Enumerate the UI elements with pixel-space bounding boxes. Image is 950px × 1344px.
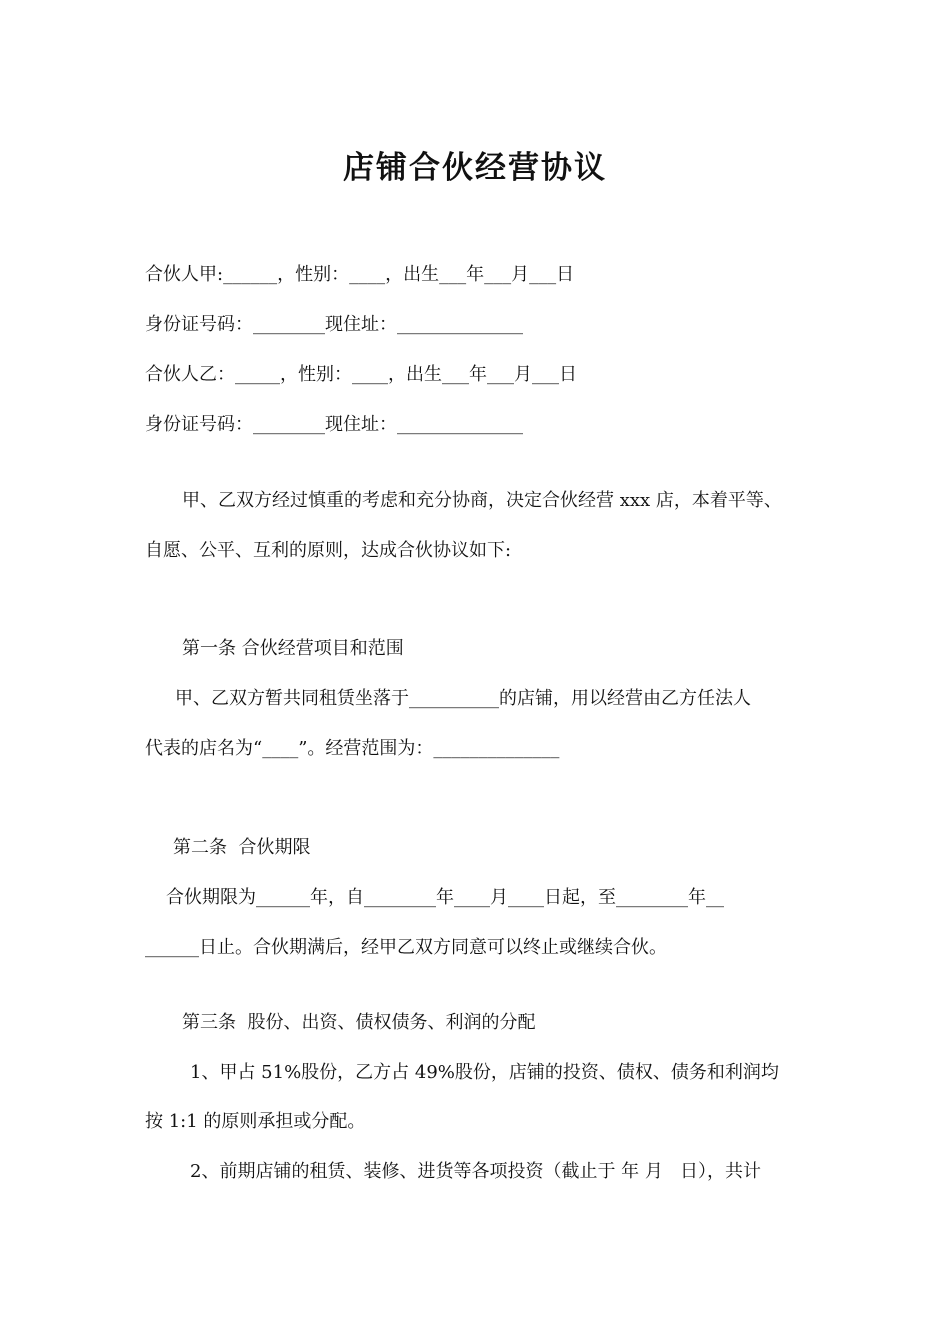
- partner-a-id-address-line: 身份证号码：________现住址：______________: [145, 314, 523, 335]
- article-2-heading: 第二条 合伙期限: [173, 837, 311, 858]
- article-3-clause-1-line-1: 1、甲占 51%股份，乙方占 49%股份，店铺的投资、债权、债务和利润均: [190, 1062, 779, 1083]
- article-2-line-2: ______日止。合伙期满后，经甲乙双方同意可以终止或继续合伙。: [145, 937, 667, 958]
- preamble-line-1: 甲、乙双方经过慎重的考虑和充分协商，决定合伙经营 xxx 店，本着平等、: [182, 490, 782, 511]
- article-2-line-1: 合伙期限为______年，自________年____月____日起，至________年__: [166, 887, 724, 908]
- article-3-heading: 第三条 股份、出资、债权债务、利润的分配: [182, 1012, 536, 1033]
- document-title: 店铺合伙经营协议: [343, 150, 607, 186]
- article-3-clause-2-line-1: 2、前期店铺的租赁、装修、进货等各项投资（截止于 年 月 日），共计: [190, 1161, 762, 1182]
- preamble-line-2: 自愿、公平、互利的原则，达成合伙协议如下:: [145, 540, 512, 561]
- partner-a-info-line: 合伙人甲:______，性别：____，出生___年___月___日: [145, 264, 575, 285]
- article-1-line-1: 甲、乙双方暂共同租赁坐落于__________的店铺，用以经营由乙方任法人: [175, 688, 751, 709]
- article-3-clause-1-line-2: 按 1:1 的原则承担或分配。: [145, 1111, 366, 1132]
- article-1-heading: 第一条 合伙经营项目和范围: [182, 638, 404, 659]
- partner-b-info-line: 合伙人乙：_____，性别：____，出生___年___月___日: [145, 364, 577, 385]
- article-1-line-2: 代表的店名为“____”。经营范围为：______________: [145, 738, 560, 759]
- partner-b-id-address-line: 身份证号码：________现住址：______________: [145, 414, 523, 435]
